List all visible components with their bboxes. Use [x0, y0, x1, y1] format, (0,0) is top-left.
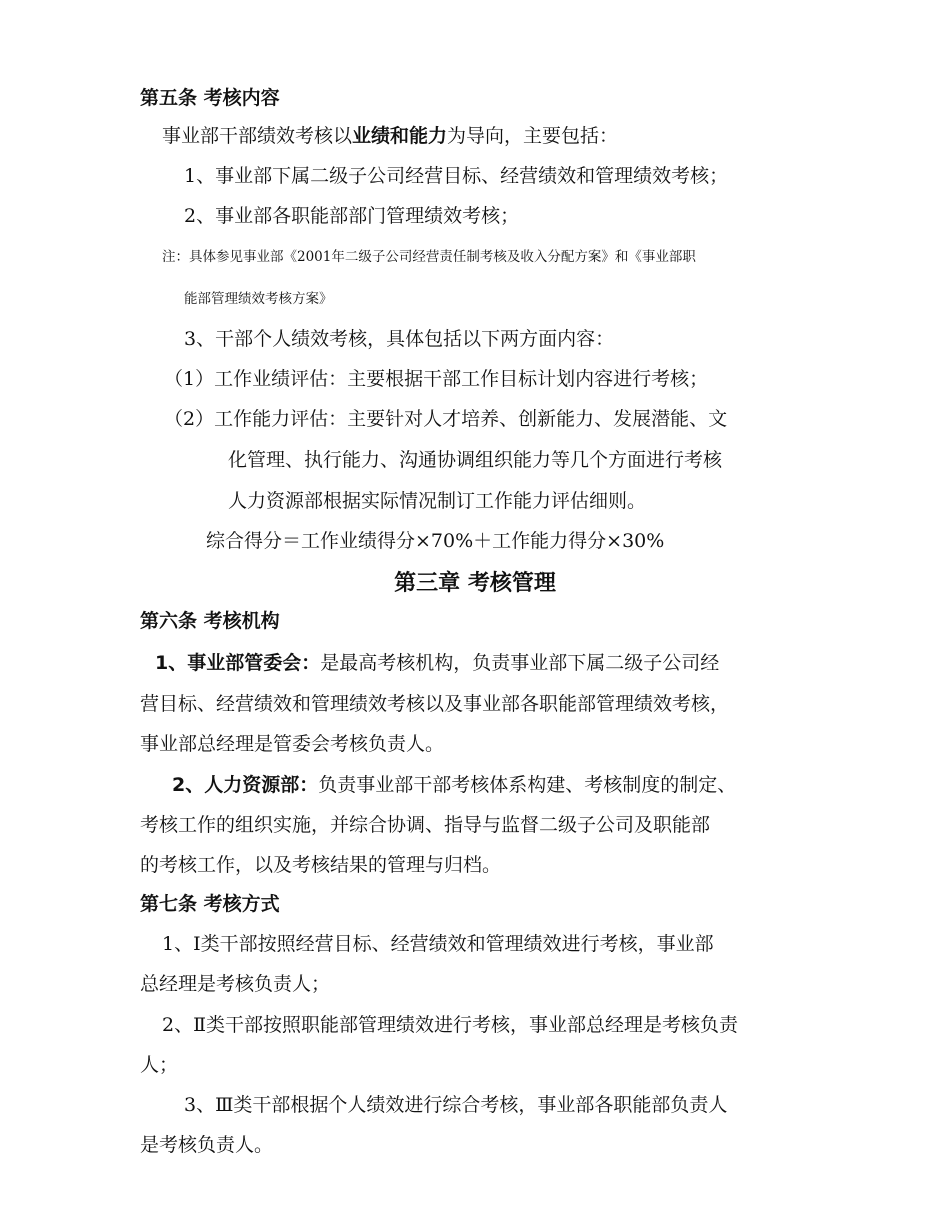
sub-item-1: （1）工作业绩评估：主要根据干部工作目标计划内容进行考核；: [164, 368, 709, 390]
sub-item-2-line-3: 人力资源部根据实际情况制订工作能力评估细则。: [228, 490, 647, 512]
sub-item-2-line-2: 化管理、执行能力、沟通协调组织能力等几个方面进行考核: [228, 449, 723, 471]
s7-m1-line-1: 1、Ⅰ类干部按照经营目标、经营绩效和管理绩效进行考核，事业部: [162, 933, 714, 955]
s7-m1-line-2: 总经理是考核负责人；: [140, 973, 331, 995]
s7-m3-line-1: 3、Ⅲ类干部根据个人绩效进行综合考核，事业部各职能部负责人: [184, 1094, 728, 1116]
intro-bold: 业绩和能力: [352, 125, 448, 147]
note-line-2: 能部管理绩效考核方案》: [184, 291, 333, 307]
s7-m3-line-2: 是考核负责人。: [140, 1134, 274, 1156]
s6-p2-line-1: [172, 773, 736, 797]
section-5-title: 第五条 考核内容: [140, 87, 280, 109]
section-6-title: 第六条 考核机构: [140, 610, 280, 632]
s6-p1-bold: 1、事业部管委会：: [155, 652, 321, 674]
s7-m2-line-2: 人；: [140, 1054, 179, 1076]
s6-p1-line-2: 营目标、经营绩效和管理绩效考核以及事业部各职能部管理绩效考核，: [140, 693, 730, 715]
intro-text-a: 事业部干部绩效考核以: [162, 125, 353, 147]
score-formula: 综合得分＝工作业绩得分×70%＋工作能力得分×30%: [206, 530, 665, 552]
item-1: 1、事业部下属二级子公司经营目标、经营绩效和管理绩效考核；: [184, 165, 729, 187]
chapter-3-title: 第三章 考核管理: [394, 571, 556, 596]
section-5-intro: [162, 124, 618, 148]
s6-p2-bold: 2、人力资源部：: [172, 774, 319, 796]
s6-p1-line-1: [155, 651, 719, 675]
s6-p2-text: 负责事业部干部考核体系构建、考核制度的制定、: [318, 774, 737, 796]
s7-m2-line-1: 2、Ⅱ类干部按照职能部管理绩效进行考核，事业部总经理是考核负责: [162, 1014, 739, 1036]
item-2: 2、事业部各职能部部门管理绩效考核；: [184, 205, 520, 227]
sub-item-2-line-1: （2）工作能力评估：主要针对人才培养、创新能力、发展潜能、文: [164, 408, 728, 430]
intro-text-b: 为导向，主要包括：: [447, 125, 619, 147]
note-line-1: 注：具体参见事业部《2001年二级子公司经营责任制考核及收入分配方案》和《事业部职: [162, 249, 696, 265]
section-7-title: 第七条 考核方式: [140, 893, 280, 915]
s6-p1-line-3: 事业部总经理是管委会考核负责人。: [140, 733, 445, 755]
s6-p2-line-3: 的考核工作，以及考核结果的管理与归档。: [140, 854, 502, 876]
item-3: 3、干部个人绩效考核，具体包括以下两方面内容：: [184, 328, 615, 350]
s6-p1-text: 是最高考核机构，负责事业部下属二级子公司经: [320, 652, 720, 674]
s6-p2-line-2: 考核工作的组织实施，并综合协调、指导与监督二级子公司及职能部: [140, 814, 711, 836]
